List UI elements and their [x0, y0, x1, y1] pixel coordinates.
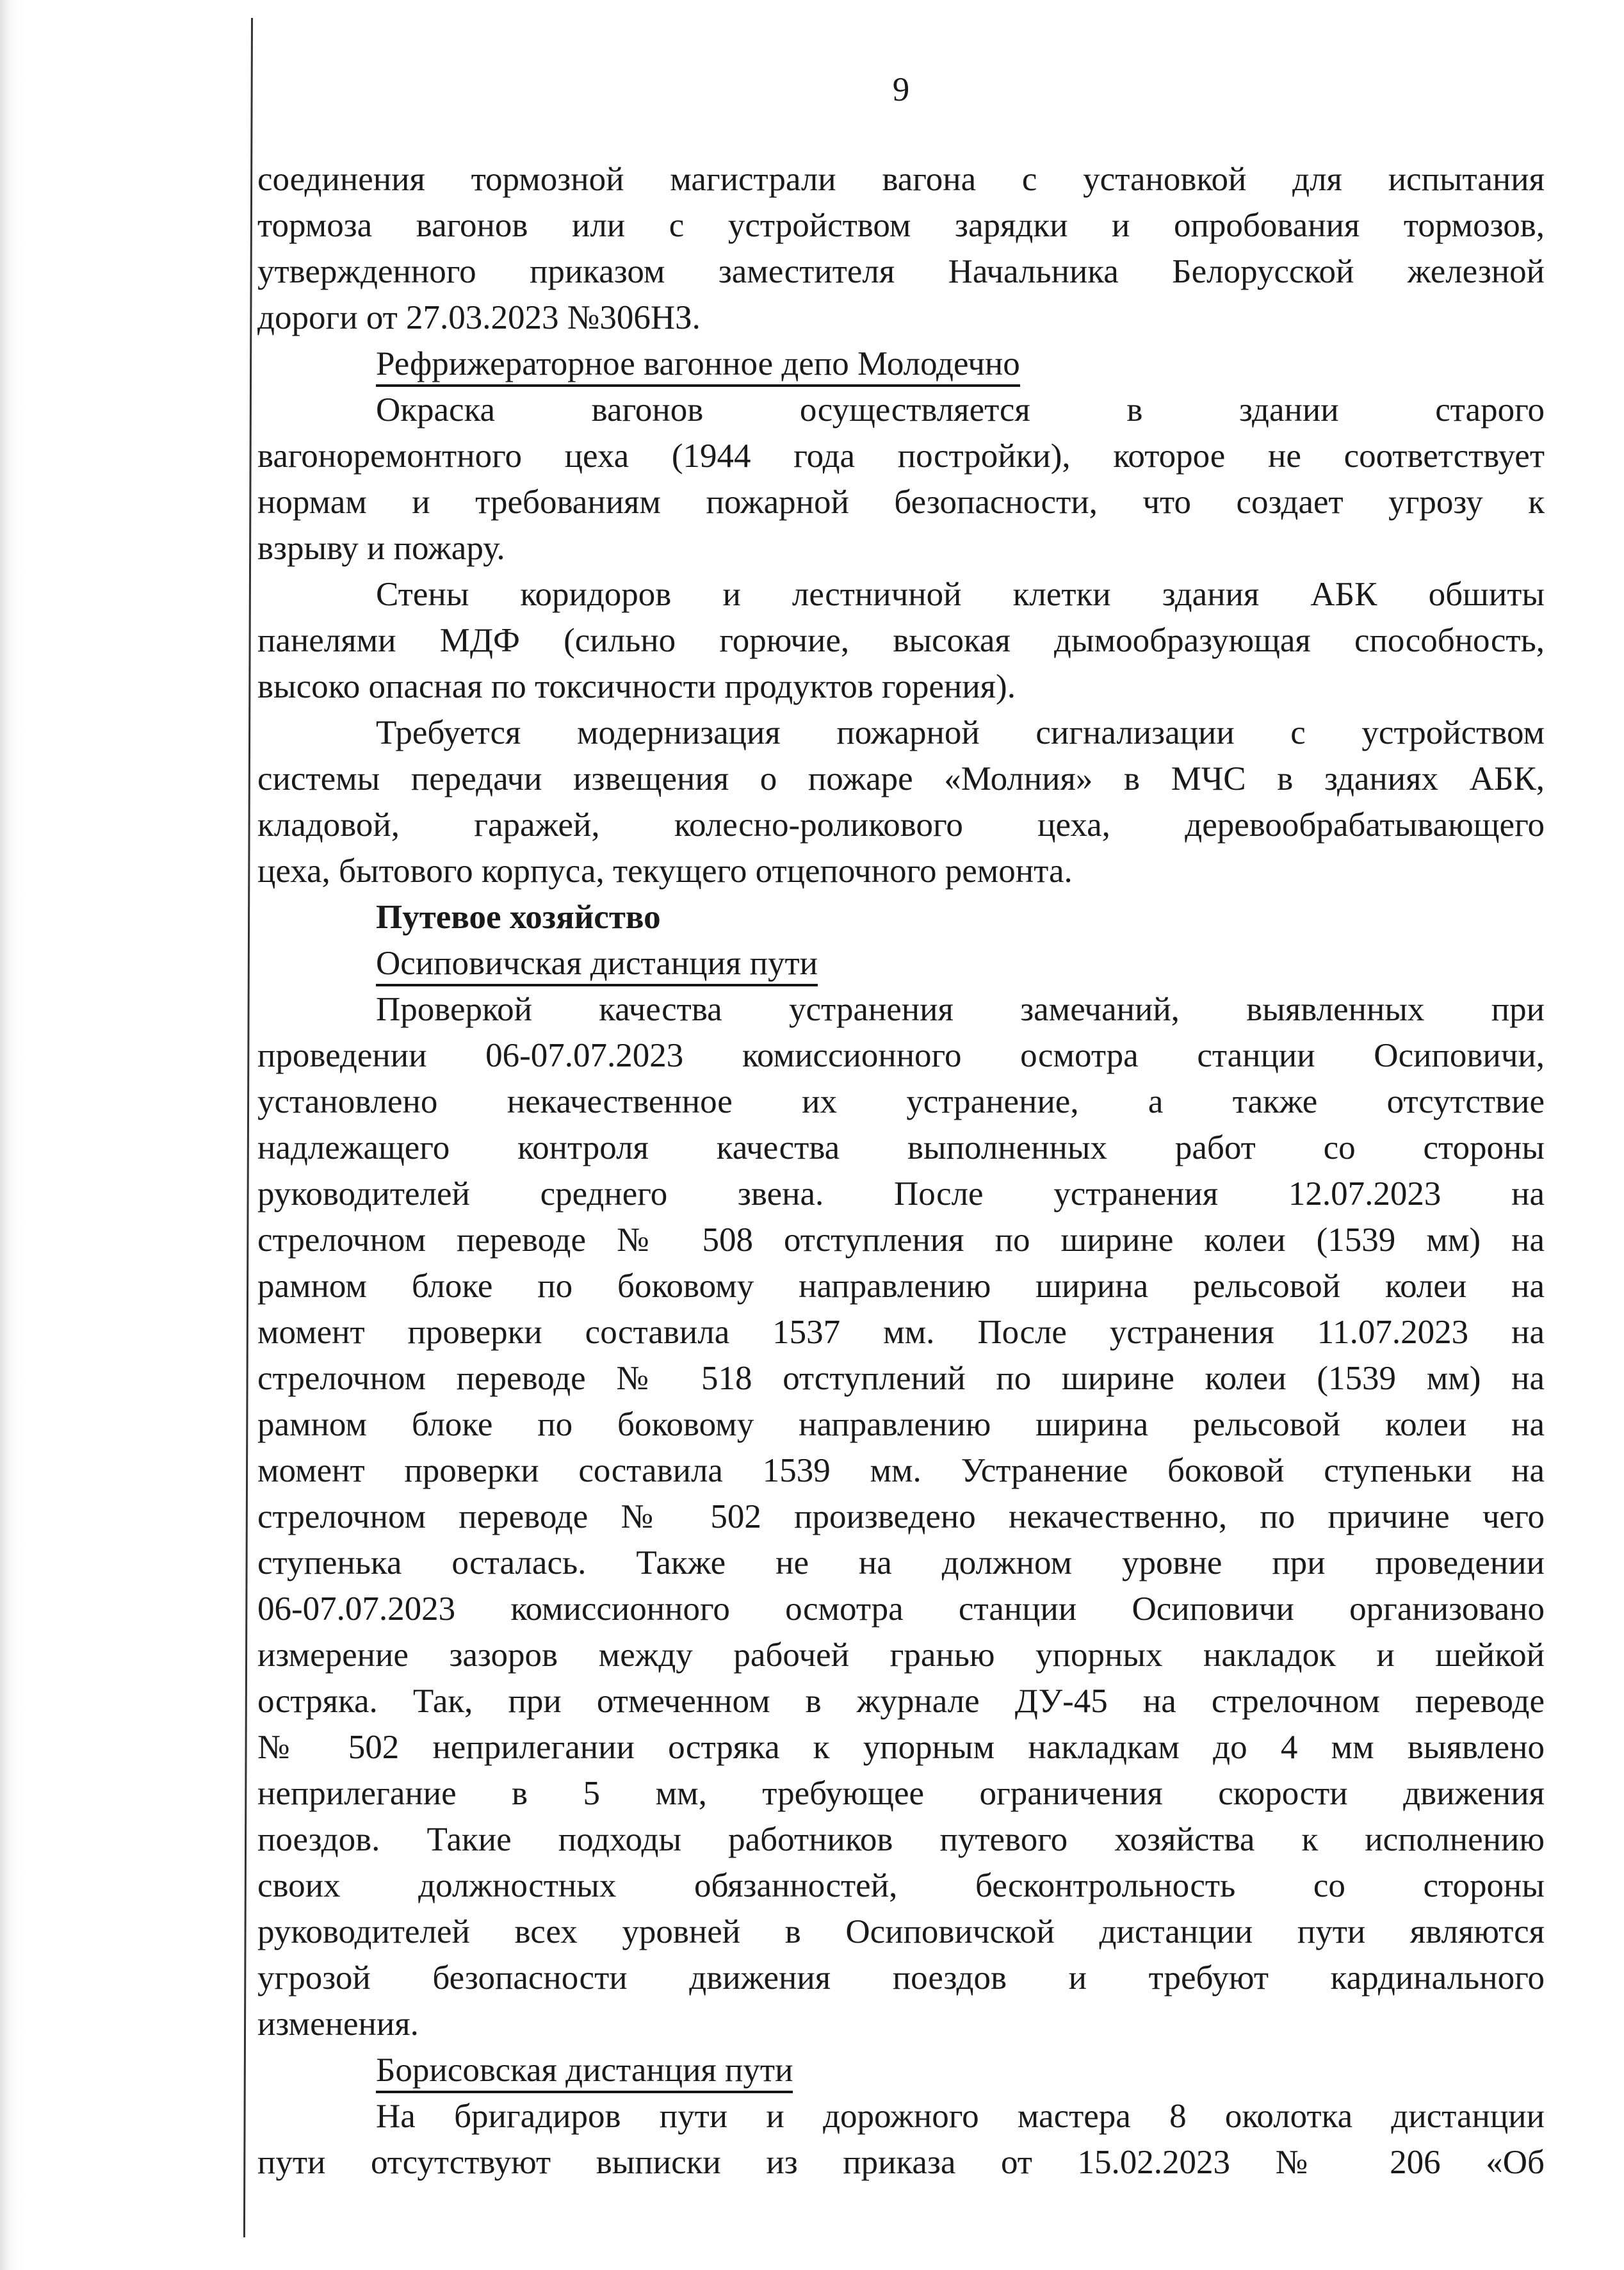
section-heading-line — [257, 2047, 1545, 2093]
text-line: установлено некачественное их устранение, а также отсутствие — [257, 1083, 1545, 1120]
text-line: взрыву и пожару. — [257, 530, 505, 567]
text-line: Окраска вагонов осуществляется в здании старого — [376, 391, 1545, 429]
text-line: своих должностных обязанностей, бесконтрольность со стороны — [257, 1867, 1545, 1904]
section-heading-text: Борисовская дистанция пути — [376, 2052, 793, 2093]
text-line: № 502 неприлегании остряка к упорным накладкам до 4 мм выявлено — [257, 1729, 1545, 1766]
section-heading-line — [257, 940, 1545, 986]
text-line: измерение зазоров между рабочей гранью упорных накладок и шейкой — [257, 1637, 1545, 1674]
text-line: нормам и требованиям пожарной безопасности, что создает угрозу к — [257, 484, 1545, 521]
text-line: руководителей всех уровней в Осиповичской дистанции пути являются — [257, 1913, 1545, 1950]
section-heading-text: Рефрижераторное вагонное депо Молодечно — [376, 345, 1020, 387]
text-line: На бригадиров пути и дорожного мастера 8 околотка дистанции — [376, 2098, 1545, 2135]
text-line: рамном блоке по боковому направлению ширина рельсовой колеи на — [257, 1268, 1545, 1305]
text-line: пути отсутствуют выписки из приказа от 15.02.2023 № 206 «Об — [257, 2144, 1545, 2181]
text-line: неприлегание в 5 мм, требующее ограничения скорости движения — [257, 1775, 1545, 1812]
section-heading-line — [257, 341, 1545, 387]
section-heading-line — [257, 894, 1545, 940]
text-line: стрелочном переводе № 518 отступлений по ширине колеи (1539 мм) на — [257, 1360, 1545, 1397]
text-line: панелями МДФ (сильно горючие, высокая дымообразующая способность, — [257, 622, 1545, 659]
text-line: Стены коридоров и лестничной клетки здания АБК обшиты — [376, 576, 1545, 613]
margin-rule-line — [243, 18, 253, 2237]
text-line: изменения. — [257, 2005, 419, 2043]
scan-edge-shadow — [0, 0, 27, 2270]
text-line: надлежащего контроля качества выполненных работ со стороны — [257, 1129, 1545, 1166]
text-line: стрелочном переводе № 502 произведено некачественно, по причине чего — [257, 1498, 1545, 1535]
text-line: высоко опасная по токсичности продуктов горения). — [257, 668, 1016, 705]
section-heading-text: Осиповичская дистанция пути — [376, 945, 818, 986]
text-line: соединения тормозной магистрали вагона с установкой для испытания — [257, 161, 1545, 198]
text-line: проведении 06-07.07.2023 комиссионного осмотра станции Осиповичи, — [257, 1037, 1545, 1074]
text-line: ступенька осталась. Также не на должном уровне при проведении — [257, 1544, 1545, 1581]
text-line: Проверкой качества устранения замечаний, выявленных при — [376, 991, 1545, 1028]
text-line: стрелочном переводе № 508 отступления по ширине колеи (1539 мм) на — [257, 1221, 1545, 1259]
document-content — [257, 67, 1545, 2185]
text-line: вагоноремонтного цеха (1944 года постройки), которое не соответствует — [257, 437, 1545, 475]
text-line: дороги от 27.03.2023 №306НЗ. — [257, 299, 701, 336]
text-line: кладовой, гаражей, колесно-роликового цеха, деревообрабатывающего — [257, 806, 1545, 844]
text-lines-container — [257, 156, 1545, 2185]
text-line: остряка. Так, при отмеченном в журнале ДУ-45 на стрелочном переводе — [257, 1683, 1545, 1720]
text-line: цеха, бытового корпуса, текущего отцепочного ремонта. — [257, 853, 1073, 890]
text-line: утвержденного приказом заместителя Начальника Белорусской железной — [257, 253, 1545, 290]
text-line: системы передачи извещения о пожаре «Молния» в МЧС в зданиях АБК, — [257, 760, 1545, 797]
text-line: Требуется модернизация пожарной сигнализации с устройством — [376, 714, 1545, 751]
section-heading-text: Путевое хозяйство — [376, 899, 661, 936]
text-line: момент проверки составила 1539 мм. Устранение боковой ступеньки на — [257, 1452, 1545, 1489]
text-line: момент проверки составила 1537 мм. После устранения 11.07.2023 на — [257, 1314, 1545, 1351]
page-number: 9 — [892, 71, 910, 108]
text-line: 06-07.07.2023 комиссионного осмотра станции Осиповичи организовано — [257, 1590, 1545, 1628]
text-line: поездов. Такие подходы работников путевого хозяйства к исполнению — [257, 1821, 1545, 1858]
text-line: тормоза вагонов или с устройством зарядки и опробования тормозов, — [257, 207, 1545, 244]
text-line: рамном блоке по боковому направлению ширина рельсовой колеи на — [257, 1406, 1545, 1443]
text-line: угрозой безопасности движения поездов и требуют кардинального — [257, 1959, 1545, 1996]
text-line: руководителей среднего звена. После устранения 12.07.2023 на — [257, 1175, 1545, 1213]
